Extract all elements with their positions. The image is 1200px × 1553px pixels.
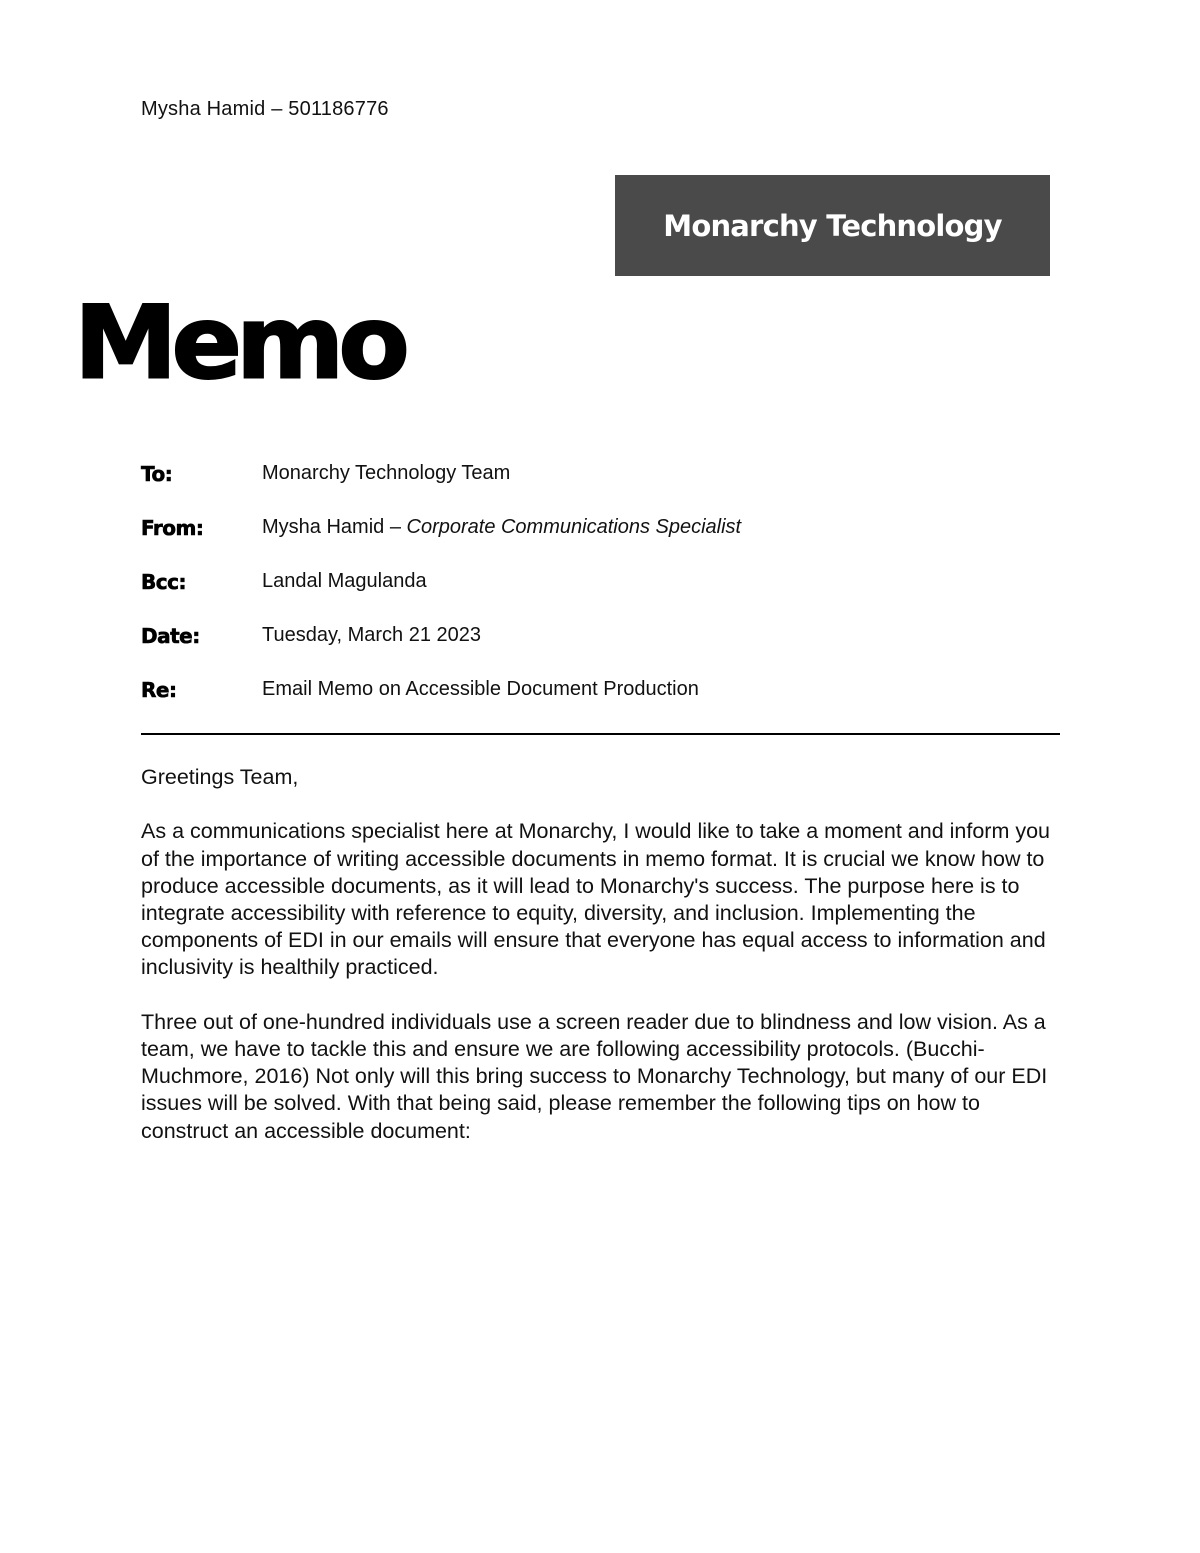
- re-value: Email Memo on Accessible Document Production: [262, 678, 699, 700]
- author-id-line: Mysha Hamid – 501186776: [141, 98, 389, 120]
- from-name: Mysha Hamid –: [262, 516, 407, 538]
- memo-body: [141, 764, 1061, 1172]
- company-banner: [615, 175, 1050, 276]
- bcc-value: Landal Magulanda: [262, 570, 427, 592]
- greeting: Greetings Team,: [141, 765, 299, 789]
- memo-title: Memo: [74, 283, 404, 402]
- body-paragraph-1: As a communications specialist here at Monarchy, I would like to take a moment and inform you of the importance of writing accessible documents in memo format. It is crucial we know how to produce accessible documents, as it will lead to Monarchy's success. The purpose here is to integrate accessibility with reference to equity, diversity, and inclusion. Implementing the components of EDI in our emails will ensure that everyone has equal access to information and inclusivity is healthily practiced.: [141, 819, 1050, 980]
- body-paragraph-2: Three out of one-hundred individuals use a screen reader due to blindness and low vision. As a team, we have to tackle this and ensure we are following accessibility protocols. (Bucchi-Muchmore, 2016) Not only will this bring success to Monarchy Technology, but many of our EDI issues will be solved. With that being said, please remember the following tips on how to construct an accessible document:: [141, 1009, 1048, 1143]
- field-row-bcc: [141, 570, 1061, 624]
- from-value: [262, 516, 741, 539]
- header-divider: [141, 733, 1060, 735]
- re-label: Re:: [141, 678, 177, 702]
- bcc-label: Bcc:: [141, 570, 186, 594]
- field-row-from: [141, 516, 1061, 570]
- field-row-re: [141, 678, 1061, 732]
- date-label: Date:: [141, 624, 200, 648]
- date-value: Tuesday, March 21 2023: [262, 624, 482, 646]
- field-row-date: [141, 624, 1061, 678]
- to-label: To:: [141, 462, 173, 486]
- company-name: Monarchy Technology: [663, 208, 1002, 243]
- from-label: From:: [141, 516, 204, 540]
- field-row-to: [141, 462, 1061, 516]
- memo-header-fields: [141, 462, 1061, 732]
- from-role: Corporate Communications Specialist: [406, 516, 742, 538]
- to-value: Monarchy Technology Team: [262, 462, 511, 484]
